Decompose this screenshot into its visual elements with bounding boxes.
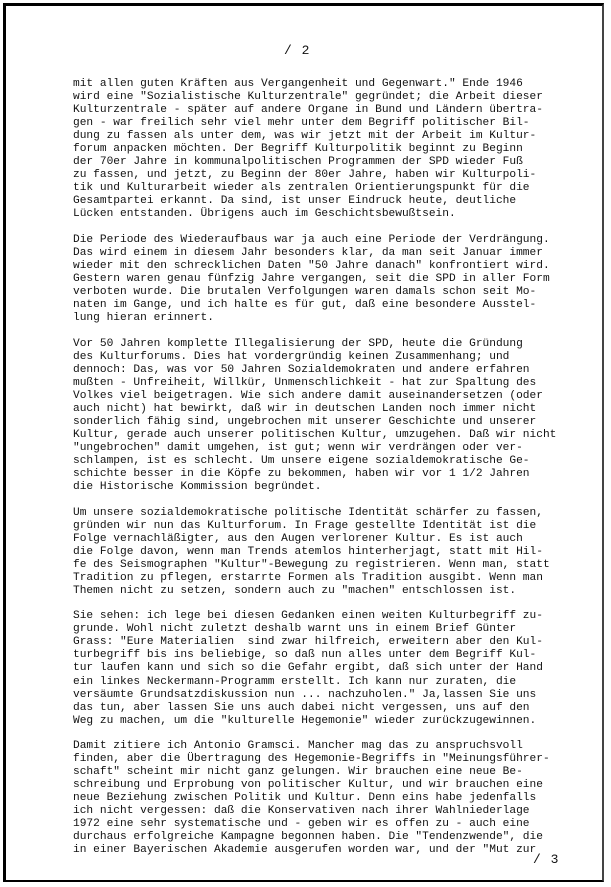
text-line: zu fassen, und jetzt, zu Beginn der 80er Jahre, haben wir Kulturpoli- xyxy=(73,169,537,182)
paragraph xyxy=(73,610,589,727)
document-body xyxy=(73,78,589,870)
text-line: neue Beziehung zwischen Politik und Kultur. Denn eins habe jedenfalls xyxy=(73,792,537,805)
text-line: ich nicht vergessen: daß die Konservativen nach ihrer Wahlniederlage xyxy=(73,805,530,818)
text-line: auch nicht) hat bewirkt, daß wir in deutschen Landen noch immer nicht xyxy=(73,402,537,415)
text-line: gen - war freilich sehr viel mehr unter dem Begriff politischer Bil- xyxy=(73,117,530,130)
text-line: gründen wir nun das Kulturforum. In Frage gestellte Identität ist die xyxy=(73,519,537,532)
text-line: Damit zitiere ich Antonio Gramsci. Mancher mag das zu anspruchsvoll xyxy=(73,740,523,753)
text-line: der 70er Jahre in kommunalpolitischen Programmen der SPD wieder Fuß xyxy=(73,156,523,169)
text-line: "ungebrochen" damit umgehen, ist gut; wenn wir verdrängen oder ver- xyxy=(73,442,523,454)
text-line: Grass: "Eure Materialien sind zwar hilfreich, erweitern aber den Kul- xyxy=(73,636,543,649)
text-line: forum anpacken möchten. Der Begriff Kulturpolitik beginnt zu Beginn xyxy=(73,143,523,156)
text-line: naten im Gange, und ich halte es für gut, daß eine besondere Ausstel- xyxy=(73,299,537,312)
text-line: tik und Kulturarbeit wieder als zentralen Orientierungspunkt für die xyxy=(73,182,530,195)
text-line: wieder mit den schrecklichen Daten "50 Jahre danach" konfrontiert wird. xyxy=(73,260,550,272)
text-line: mit allen guten Kräften aus Vergangenheit und Gegenwart." Ende 1946 xyxy=(73,78,523,90)
text-line: turbegriff bis ins beliebige, so daß nun alles unter dem Begriff Kul- xyxy=(73,649,537,662)
text-line: tur laufen kann und sich so die Gefahr ergibt, daß sich unter der Hand xyxy=(73,662,543,675)
text-line: Das wird einem in diesem Jahr besonders klar, da man seit Januar immer xyxy=(73,246,543,259)
text-line: ein linkes Neckermann-Programm erstellt. Ich kann nur zuraten, die xyxy=(73,675,517,688)
text-line: Folge vernachläßigter, aus den Augen verlorener Kultur. Es ist auch xyxy=(73,532,523,545)
text-line: wird eine "Sozialistische Kulturzentrale" gegründet; die Arbeit dieser xyxy=(73,91,543,104)
text-line: Sie sehen: ich lege bei diesen Gedanken einen weiten Kulturbegriff zu- xyxy=(73,610,543,623)
text-line: sonderlich fähig sind, ungebrochen mit unserer Geschichte und unserer xyxy=(73,415,537,428)
text-line: dennoch: Das, was vor 50 Jahren Sozialdemokraten und andere erfahren xyxy=(73,363,530,376)
text-line: die Folge davon, wenn man Trends atemlos hinterherjagt, statt mit Hil- xyxy=(73,545,543,558)
text-line: grunde. Wohl nicht zuletzt deshalb warnt uns in einem Brief Günter xyxy=(73,623,517,636)
text-line: Tradition zu pflegen, erstarrte Formen als Tradition ausgibt. Wenn man xyxy=(73,571,543,584)
paragraph xyxy=(73,740,589,857)
paragraph xyxy=(73,78,589,222)
text-line: Die Periode des Wiederaufbaus war ja auch eine Periode der Verdrängung. xyxy=(73,233,550,246)
text-line: schichte besser in die Köpfe zu bekommen, haben wir vor 1 1/2 Jahren xyxy=(73,468,530,481)
paragraph xyxy=(73,234,589,325)
text-line: 1972 eine sehr systematische und - geben wir es offen zu - auch eine xyxy=(73,818,530,831)
text-line: Volkes viel beigetragen. Wie sich andere damit auseinandersetzen (oder xyxy=(73,389,543,402)
paragraph xyxy=(73,507,589,598)
text-line: durchaus erfolgreiche Kampagne begonnen haben. Die "Tendenzwende", die xyxy=(73,831,543,844)
text-line: die Historische Kommission begründet. xyxy=(73,481,322,494)
text-line: Lücken entstanden. Übrigens auch im Geschichtsbewußtsein. xyxy=(73,208,456,221)
text-line: Themen nicht zu setzen, sondern auch zu "machen" entschlossen ist. xyxy=(73,584,517,597)
paragraph xyxy=(73,338,589,495)
text-line: lung hieran erinnert. xyxy=(73,312,214,325)
text-line: Gestern waren genau fünfzig Jahre vergangen, seit die SPD in aller Form xyxy=(73,273,550,286)
text-line: versäumte Grundsatzdiskussion nun ... nachzuholen." Ja,lassen Sie uns xyxy=(73,688,537,701)
text-line: schreibung und Erprobung von politischer Kultur, und wir brauchen eine xyxy=(73,779,543,792)
text-line: Vor 50 Jahren komplette Illegalisierung der SPD, heute die Gründung xyxy=(73,337,523,350)
text-line: finden, aber die Übertragung des Hegemonie-Begriffs in "Meinungsführer- xyxy=(73,753,550,766)
text-line: des Kulturforums. Dies hat vordergründig keinen Zusammenhang; und xyxy=(73,350,510,363)
page-number: / 2 xyxy=(284,43,311,58)
text-line: Kultur, gerade auch unserer politischen Kultur, umzugehen. Daß wir nicht xyxy=(73,428,557,441)
text-line: verboten wurde. Die brutalen Verfolgungen waren damals schon seit Mo- xyxy=(73,286,537,299)
text-line: Gesamtpartei erkannt. Da sind, ist unser Eindruck heute, deutliche xyxy=(73,195,517,208)
next-page-marker: / 3 xyxy=(533,852,560,867)
text-line: schaft" scheint mir nicht ganz gelungen. Wir brauchen eine neue Be- xyxy=(73,766,523,779)
text-line: mußten - Unfreiheit, Willkür, Unmenschlichkeit - hat zur Spaltung des xyxy=(73,376,537,389)
text-line: in einer Bayerischen Akademie ausgerufen worden war, und der "Mut zur xyxy=(73,844,537,857)
text-line: Weg zu machen, um die "kulturelle Hegemonie" wieder zurückzugewinnen. xyxy=(73,714,537,727)
text-line: fe des Seismographen "Kultur"-Bewegung zu registrieren. Wenn man, statt xyxy=(73,558,550,571)
text-line: das tun, aber lassen Sie uns auch dabei nicht vergessen, uns auf den xyxy=(73,701,530,714)
text-line: schlampen, ist es schlecht. Um unsere eigene sozialdemokratische Ge- xyxy=(73,455,530,468)
text-line: dung zu fassen als unter dem, was wir jetzt mit der Arbeit im Kultur- xyxy=(73,130,537,143)
text-line: Um unsere sozialdemokratische politische Identität schärfer zu fassen, xyxy=(73,506,543,519)
text-line: Kulturzentrale - später auf andere Organe in Bund und Ländern übertra- xyxy=(73,104,543,117)
